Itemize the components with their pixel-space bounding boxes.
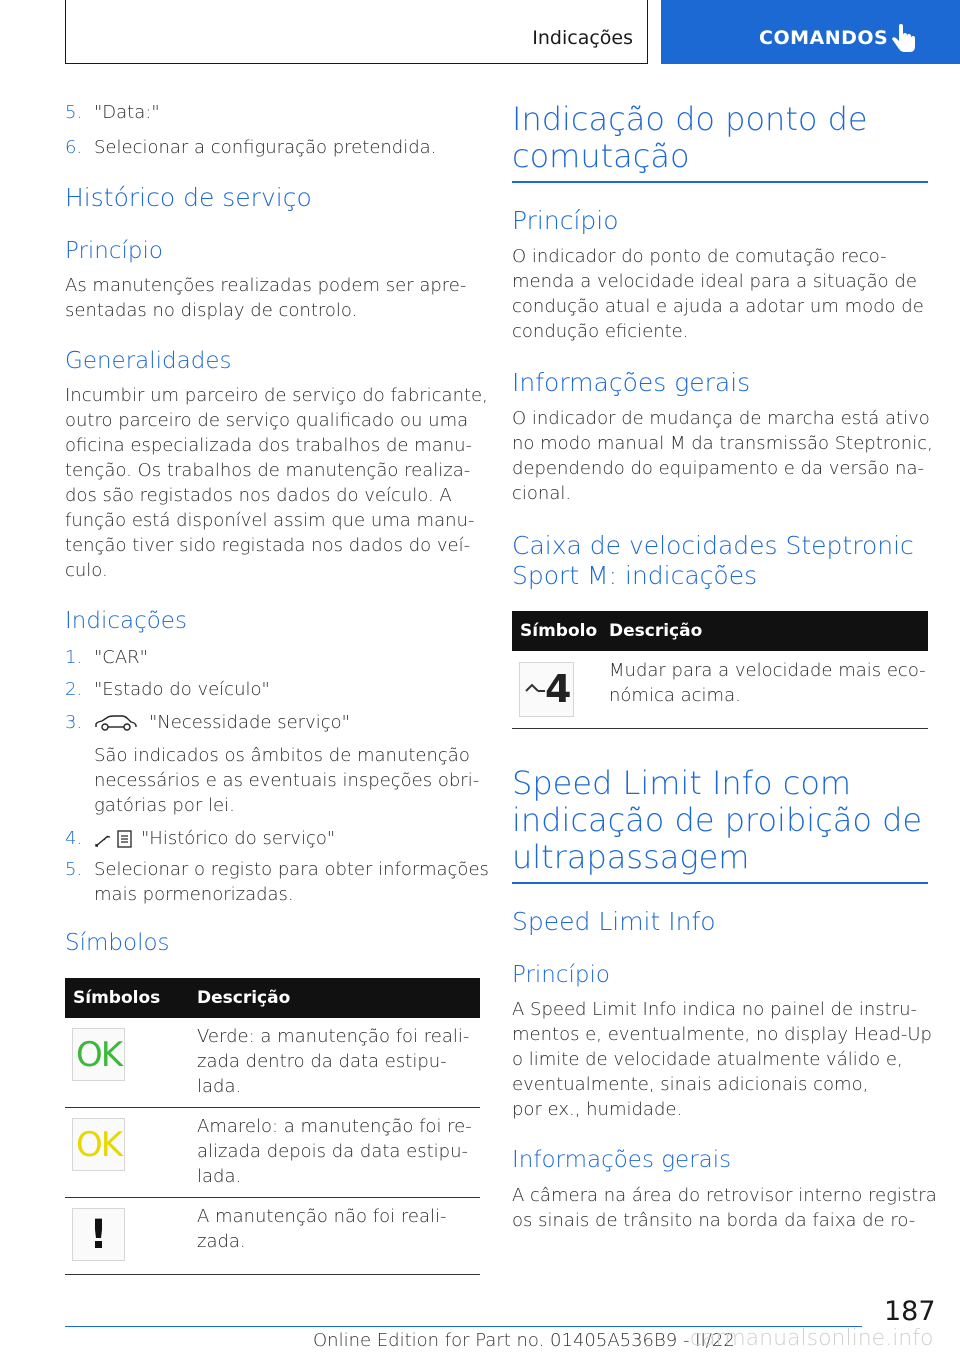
- heading-principio: Princípio: [65, 238, 163, 264]
- list-number: 5.: [65, 859, 83, 880]
- list-text: "Estado do veículo": [94, 679, 270, 700]
- table-header: [512, 611, 928, 651]
- header-tab-indicacoes: [65, 0, 648, 64]
- column-header: Descrição: [609, 621, 703, 641]
- sli-paragraph: [512, 997, 932, 1122]
- text-line: lada.: [197, 1166, 242, 1187]
- text-line: zada dentro da data estipu-: [197, 1051, 447, 1072]
- heading-line: Indicação do ponto de: [512, 100, 868, 138]
- text-line: Amarelo: a manutenção foi re-: [197, 1116, 472, 1137]
- text-line: condução eficiente.: [512, 321, 689, 342]
- text-line: dependendo do equipamento e da versão na-: [512, 458, 924, 479]
- heading-caixa-velocidades: [512, 531, 914, 591]
- text-line: nómica acima.: [609, 685, 741, 706]
- header-tab-comandos: [661, 0, 960, 64]
- text-line: oficina especializada dos trabalhos de manu-: [65, 435, 473, 456]
- heading-historico: Histórico de serviço: [65, 183, 312, 212]
- list-text: "Histórico do serviço": [141, 828, 336, 849]
- column-header: Descrição: [197, 988, 291, 1008]
- section-rule: [512, 181, 928, 183]
- ok-green-symbol: [72, 1028, 125, 1081]
- text-line: A Speed Limit Info indica no painel de instru-: [512, 999, 917, 1020]
- text-line: cional.: [512, 483, 572, 504]
- upshift-symbol: [519, 662, 574, 717]
- text-line: necessários e as eventuais inspeções obri-: [94, 770, 480, 791]
- list-number: 3.: [65, 712, 83, 733]
- text-line: A manutenção não foi reali-: [197, 1206, 447, 1227]
- symbol-label: !: [89, 1211, 108, 1258]
- text-line: condução atual e ajuda a adotar um modo de: [512, 296, 924, 317]
- heading-line: Caixa de velocidades Steptronic: [512, 531, 914, 560]
- gear-number: 4: [545, 667, 572, 711]
- heading-speed-limit-info: [512, 765, 922, 876]
- symbol-label: OK: [75, 1034, 122, 1075]
- heading-line: Sport M: indicações: [512, 561, 758, 590]
- heading-informacoes-gerais: Informações gerais: [512, 1147, 732, 1173]
- text-line: tenção. Os trabalhos de manutenção realiza-: [65, 460, 471, 481]
- table-cell: [197, 1204, 446, 1254]
- text-line: tenção tiver sido registada nos dados do veí-: [65, 535, 471, 556]
- text-line: por ex., humidade.: [512, 1099, 683, 1120]
- heading-sli: Speed Limit Info: [512, 907, 716, 936]
- column-header: Símbolos: [73, 988, 161, 1008]
- text-line: função está disponível assim que uma manu-: [65, 510, 475, 531]
- heading-informacoes-gerais: Informações gerais: [512, 368, 751, 397]
- list-text: mais pormenorizadas.: [94, 884, 294, 905]
- table-cell: [609, 658, 926, 708]
- table-cell: [197, 1024, 469, 1099]
- text-line: A câmera na área do retrovisor interno registra: [512, 1185, 937, 1206]
- text-line: sentadas no display de controlo.: [65, 300, 358, 321]
- step3-note: [94, 743, 479, 818]
- table-cell: [197, 1114, 472, 1189]
- text-line: gatórias por lei.: [94, 795, 235, 816]
- header-tab-label: Indicações: [532, 27, 633, 49]
- list-number: 1.: [65, 647, 83, 668]
- list-text: "CAR": [94, 647, 148, 668]
- text-line: culo.: [65, 560, 108, 581]
- header-section-label: COMANDOS: [759, 27, 889, 49]
- exclamation-symbol: [72, 1208, 125, 1261]
- car-icon: [94, 714, 138, 732]
- heading-line: indicação de proibição de: [512, 801, 923, 839]
- row-divider: [65, 1107, 480, 1108]
- table-header: [65, 978, 480, 1018]
- text-line: outro parceiro de serviço qualificado ou uma: [65, 410, 469, 431]
- list-number: 2.: [65, 679, 83, 700]
- heading-principio: Princípio: [512, 962, 610, 988]
- text-line: Incumbir um parceiro de serviço do fabricante,: [65, 385, 488, 406]
- text-line: São indicados os âmbitos de manutenção: [94, 745, 470, 766]
- heading-line: Speed Limit Info com: [512, 764, 852, 802]
- text-line: lada.: [197, 1076, 242, 1097]
- heading-principio: Princípio: [512, 206, 619, 235]
- text-line: no modo manual M da transmissão Steptronic,: [512, 433, 933, 454]
- heading-line: ultrapassagem: [512, 838, 750, 876]
- text-line: O indicador de mudança de marcha está ativo: [512, 408, 930, 429]
- generalidades-paragraph: [65, 383, 488, 583]
- column-header: Símbolo: [520, 621, 598, 641]
- hand-pointer-icon: [891, 24, 917, 54]
- watermark: carmanualsonline.info: [690, 1326, 934, 1351]
- info2-paragraph: [512, 1183, 937, 1233]
- text-line: Mudar para a velocidade mais eco-: [609, 660, 926, 681]
- info-paragraph: [512, 406, 933, 506]
- symbol-label: OK: [75, 1124, 122, 1165]
- list-number: 5.: [65, 102, 83, 123]
- list-text: Selecionar a configuração pretendida.: [94, 137, 437, 158]
- text-line: O indicador do ponto de comutação reco-: [512, 246, 887, 267]
- list-number: 6.: [65, 137, 83, 158]
- row-divider: [65, 1197, 480, 1198]
- principio-paragraph: [65, 273, 466, 323]
- heading-line: comutação: [512, 137, 690, 175]
- ok-yellow-symbol: [72, 1118, 125, 1171]
- text-line: Verde: a manutenção foi reali-: [197, 1026, 470, 1047]
- service-history-icon: [94, 828, 136, 850]
- heading-ponto-comutacao: [512, 101, 868, 175]
- page-number: 187: [884, 1296, 936, 1327]
- list-number: 4.: [65, 828, 83, 849]
- text-line: As manutenções realizadas podem ser apre-: [65, 275, 467, 296]
- text-line: dos são registados nos dados do veículo. A: [65, 485, 452, 506]
- text-line: o limite de velocidade atualmente válido e,: [512, 1049, 903, 1070]
- list-text: "Data:": [94, 102, 160, 123]
- text-line: os sinais de trânsito na borda da faixa de ro-: [512, 1210, 916, 1231]
- principio-paragraph: [512, 244, 924, 344]
- list-text: "Necessidade serviço": [149, 712, 350, 733]
- row-divider: [512, 728, 928, 729]
- text-line: mentos e, eventualmente, no display Head-Up: [512, 1024, 932, 1045]
- heading-simbolos: Símbolos: [65, 930, 170, 956]
- text-line: eventualmente, sinais adicionais como,: [512, 1074, 869, 1095]
- heading-indicacoes: Indicações: [65, 608, 187, 634]
- text-line: alizada depois da data estipu-: [197, 1141, 469, 1162]
- section-rule: [512, 882, 928, 884]
- text-line: zada.: [197, 1231, 246, 1252]
- text-line: menda a velocidade ideal para a situação de: [512, 271, 917, 292]
- heading-generalidades: Generalidades: [65, 348, 232, 374]
- footer-edition: Online Edition for Part no. 01405A536B9 - II/22: [313, 1330, 735, 1351]
- row-divider: [65, 1274, 480, 1275]
- list-text: Selecionar o registo para obter informações: [94, 859, 489, 880]
